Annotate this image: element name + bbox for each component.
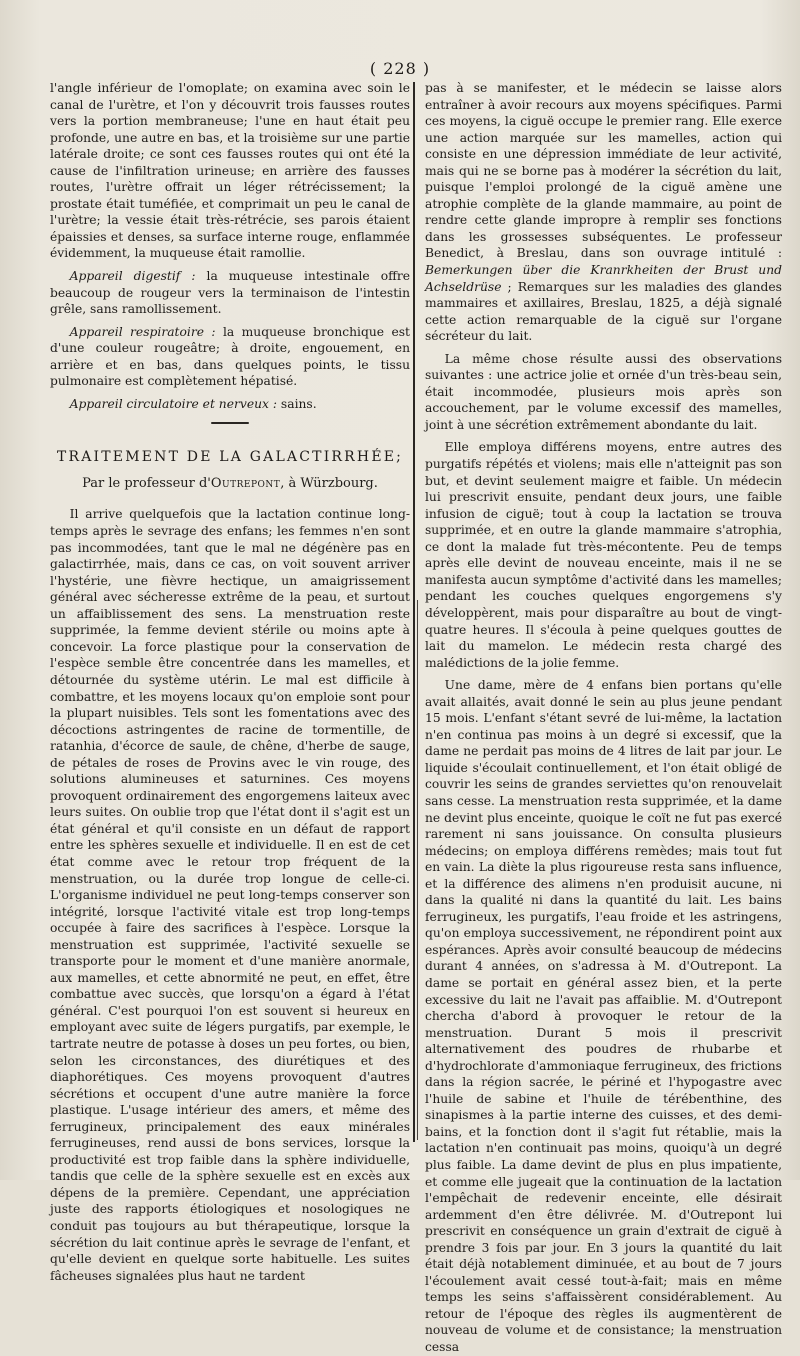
byline-author: Outrepont — [210, 475, 281, 491]
paragraph-digestive — [50, 268, 410, 318]
byline-suffix: , à Würzbourg. — [280, 475, 378, 491]
text-circulatory: sains. — [277, 396, 317, 411]
cited-work-title: Bemerkungen über die Kranrkheiten der Brust und Achseldrüse — [425, 263, 782, 294]
paragraph-respiratory — [50, 324, 410, 390]
paragraph-case-lady: Une dame, mère de 4 enfans bien portans qu'elle avait allaités, avait donné le sein au plus jeune pendant 15 mois. L'enfant s'étant sevré de lui-même, la lactation n'en continua pas moins à un degré si excessif, que la dame ne perdait pas moins de 4 litres de lait par jour. Le liquide s'écoulait continuellement, et l'on était obligé de couvrir les seins de grandes serviettes qu'on renouvelait sans cesse. La menstruation resta supprimée, et la dame ne devint plus enceinte, quoique le coït ne fut pas exercé rarement ni sans jouissance. On consulta plusieurs médecins; on employa différens remèdes; mais tout fut en vain. La diète la plus rigoureuse resta sans influence, et la différence des alimens n'en produisit aucune, ni dans la qualité ni dans la quantité du lait. Les bains ferrugineux, les purgatifs, l'eau froide et les astringens, qu'on employa successivement, ne répondirent point aux espérances. Après avoir consulté beaucoup de médecins durant 4 années, on s'adressa à M. d'Outrepont. La dame se portait en général assez bien, et la perte excessive du lait ne l'avait pas affaiblie. M. d'Outrepont chercha d'abord à provoquer le retour de la menstruation. Durant 5 mois il prescrivit alternativement des poudres de rhubarbe et d'hydrochlorate d'ammoniaque ferrugineux, des frictions dans la région sacrée, le périné et l'hypogastre avec l'huile de sabine et l'huile de térébenthine, des sinapismes à la partie interne des cuisses, et des demi-bains, et la fonction dont il s'agit fut rétablie, mais la lactation n'en continuait pas moins, quoiqu'à un degré plus faible. La dame devint de plus en plus impatiente, et comme elle jugeait que la continuation de la lactation l'empêchait de redevenir enceinte, elle désirait ardemment d'en être délivrée. M. d'Outrepont lui prescrivit en conséquence un grain d'extrait de ciguë à prendre 3 fois par jour. En 3 jours la quantité du lait était déjà notablement diminuée, et au bout de 7 jours l'écoulement avait cessé tout-à-fait; mais en même temps les seins s'affaissèrent considérablement. Au retour de l'époque des règles ils augmentèrent de nouveau de volume et de consistance; la menstruation cessa — [425, 678, 782, 1355]
right-column — [425, 80, 782, 1356]
text-digestive: la muqueuse intestinale offre beaucoup de rougeur vers la terminaison de l'intestin grêle, sans ramollissement. — [50, 269, 410, 317]
section-title: TRAITEMENT DE LA GALACTIRRHÉE; — [56, 449, 404, 466]
column-divider-secondary — [417, 600, 418, 1140]
paragraph-autopsy-urethra: l'angle inférieur de l'omoplate; on examina avec soin le canal de l'urètre, et l'on y découvrit trois fausses routes vers la portion membraneuse; l'une en haut était peu profonde, une autre en bas, et la troisième sur une partie latérale droite; ce sont ces fausses routes qui ont été la cause de l'infiltration urineuse; en arrière des fausses routes, l'urètre offrait un léger rétrécissement; la prostate était tuméfiée, et comprimait un peu le canal de l'urètre; la vessie était très-rétrécie, ses parois étaient épaissies et denses, sa surface interne rouge, enflammée évidemment, la muqueuse était ramollie. — [50, 81, 410, 261]
label-digestive: Appareil digestif : — [69, 269, 196, 284]
column-divider — [413, 82, 415, 1142]
label-respiratory: Appareil respiratoire : — [69, 324, 216, 339]
paragraph-galactirrhea-intro: Il arrive quelquefois que la lactation continue long-temps après le sevrage des enfans; les femmes n'en sont pas incommodées, tant que le mal ne dégénère pas en galactirrhée, mais, dans ce cas, on voit souvent arriver l'hystérie, une fièvre hectique, un amaigrissement général avec sécheresse extrême de la peau, et surtout un affaiblissement des sens. La menstruation reste supprimée, la femme devient stérile ou moins apte à concevoir. La force plastique pour la conservation de l'espèce semble être concentrée dans les mamelles, et détournée du système utérin. Le mal est difficile à combattre, et les moyens locaux qu'on emploie sont pour la plupart nuisibles. Tels sont les fomentations avec des décoctions astringentes de racine de tormentille, de ratanhia, d'écorce de saule, de chêne, d'herbe de sauge, de pétales de roses de Provins avec le vin rouge, des solutions alumineuses et saturnines. Ces moyens provoquent ordinairement des engorgemens laiteux avec leurs suites. On oublie trop que l'état dont il s'agit est un état général et qu'il consiste en un défaut de rapport entre les sphères sexuelle et individuelle. Il en est de cet état comme avec le retour trop fréquent de la menstruation, ou la durée trop longue de celle-ci. L'organisme individuel ne peut long-temps conserver son intégrité, lorsque l'activité vitale est trop long-temps occupée à faire des sacrifices à l'espèce. Lorsque la menstruation est supprimée, l'activité sexuelle se transporte pour le moment et d'une manière anormale, aux mamelles, et cette abnormité ne peut, en effet, être combattue avec succès, que lorsqu'on a égard à l'état général. C'est pourquoi l'on est souvent si heureux en employant avec suite de légers purgatifs, par exemple, le tartrate neutre de potasse à doses un peu fortes, ou bien, selon les circonstances, des diurétiques et des diaphorétiques. Ces moyens provoquent d'autres sécrétions et occupent d'une autre manière la force plastique. L'usage intérieur des amers, et même des ferrugineux, principalement des eaux minérales ferrugineuses, rend aussi de bons services, lorsque la productivité est trop faible dans la sphère individuelle, tandis que celle de la sphère sexuelle est en excès aux dépens de la première. Cependant, une appréciation juste des rapports étiologiques et nosologiques ne conduit pas toujours au but thérapeutique, lorsque la sécrétion du lait continue après le sevrage de l'enfant, et qu'elle devient en quelque sorte habituelle. Les suites fâcheuses signalées plus haut ne tardent — [50, 507, 410, 1283]
paragraph-circulatory — [50, 396, 410, 413]
left-column — [50, 80, 410, 1284]
byline-prefix: Par le professeur d' — [82, 475, 211, 491]
paragraph-case-actress: Elle employa différens moyens, entre autres des purgatifs répétés et violens; mais elle n'atteignit pas son but, et devint seulement maigre et faible. Un médecin lui prescrivit ensuite, pendant deux jours, une faible infusion de ciguë; tout à coup la lactation se trouva supprimée, et en outre la glande mammaire s'atrophia, ce dont la malade fut très-mécontente. Peu de temps après elle devint de nouveau enceinte, mais il ne se manifesta aucun symptôme d'activité dans les mamelles; pendant les couches quelques engorgemens s'y développèrent, mais pour disparaître au bout de vingt-quatre heures. Il s'écoula à peine quelques gouttes de lait du mamelon. Le médecin resta chargé des malédictions de la jolie femme. — [425, 440, 782, 670]
text-cicuta-pre: pas à se manifester, et le médecin se laisse alors entraîner à avoir recours aux moyens spécifiques. Parmi ces moyens, la ciguë occupe le premier rang. Elle exerce une action marquée sur les mamelles, action qui consiste en une dépression immédiate de leur activité, mais qui ne se borne pas à modérer la sécrétion du lait, puisque l'emploi prolongé de la ciguë amène une atrophie complète de la glande mammaire, au point de rendre cette glande impropre à remplir ses fonctions dans les grossesses subséquentes. Le professeur Benedict, à Breslau, dans son ouvrage intitulé : — [425, 81, 782, 261]
label-circulatory: Appareil circulatoire et nerveux : — [69, 396, 278, 411]
text-cicuta-post: ; Remarques sur les maladies des glandes mammaires et axillaires, Breslau, 1825, a déjà signalé cette action remarquable de la ciguë sur l'organe sécréteur du lait. — [425, 279, 782, 344]
paragraph-observations: La même chose résulte aussi des observations suivantes : une actrice jolie et ornée d'un très-beau sein, était incommodée, plusieurs mois après son accouchement, par le volume excessif des mamelles, joint à une sécrétion extrêmement abondante du lait. — [425, 351, 782, 432]
paragraph-cicuta — [425, 80, 782, 345]
text-respiratory: la muqueuse bronchique est d'une couleur rougeâtre; à droite, engouement, en arrière et en bas, dans quelques points, le tissu pulmonaire est complètement hépatisé. — [50, 324, 410, 389]
section-separator — [211, 422, 249, 424]
article-byline — [50, 476, 410, 493]
page-number: ( 228 ) — [369, 59, 431, 78]
